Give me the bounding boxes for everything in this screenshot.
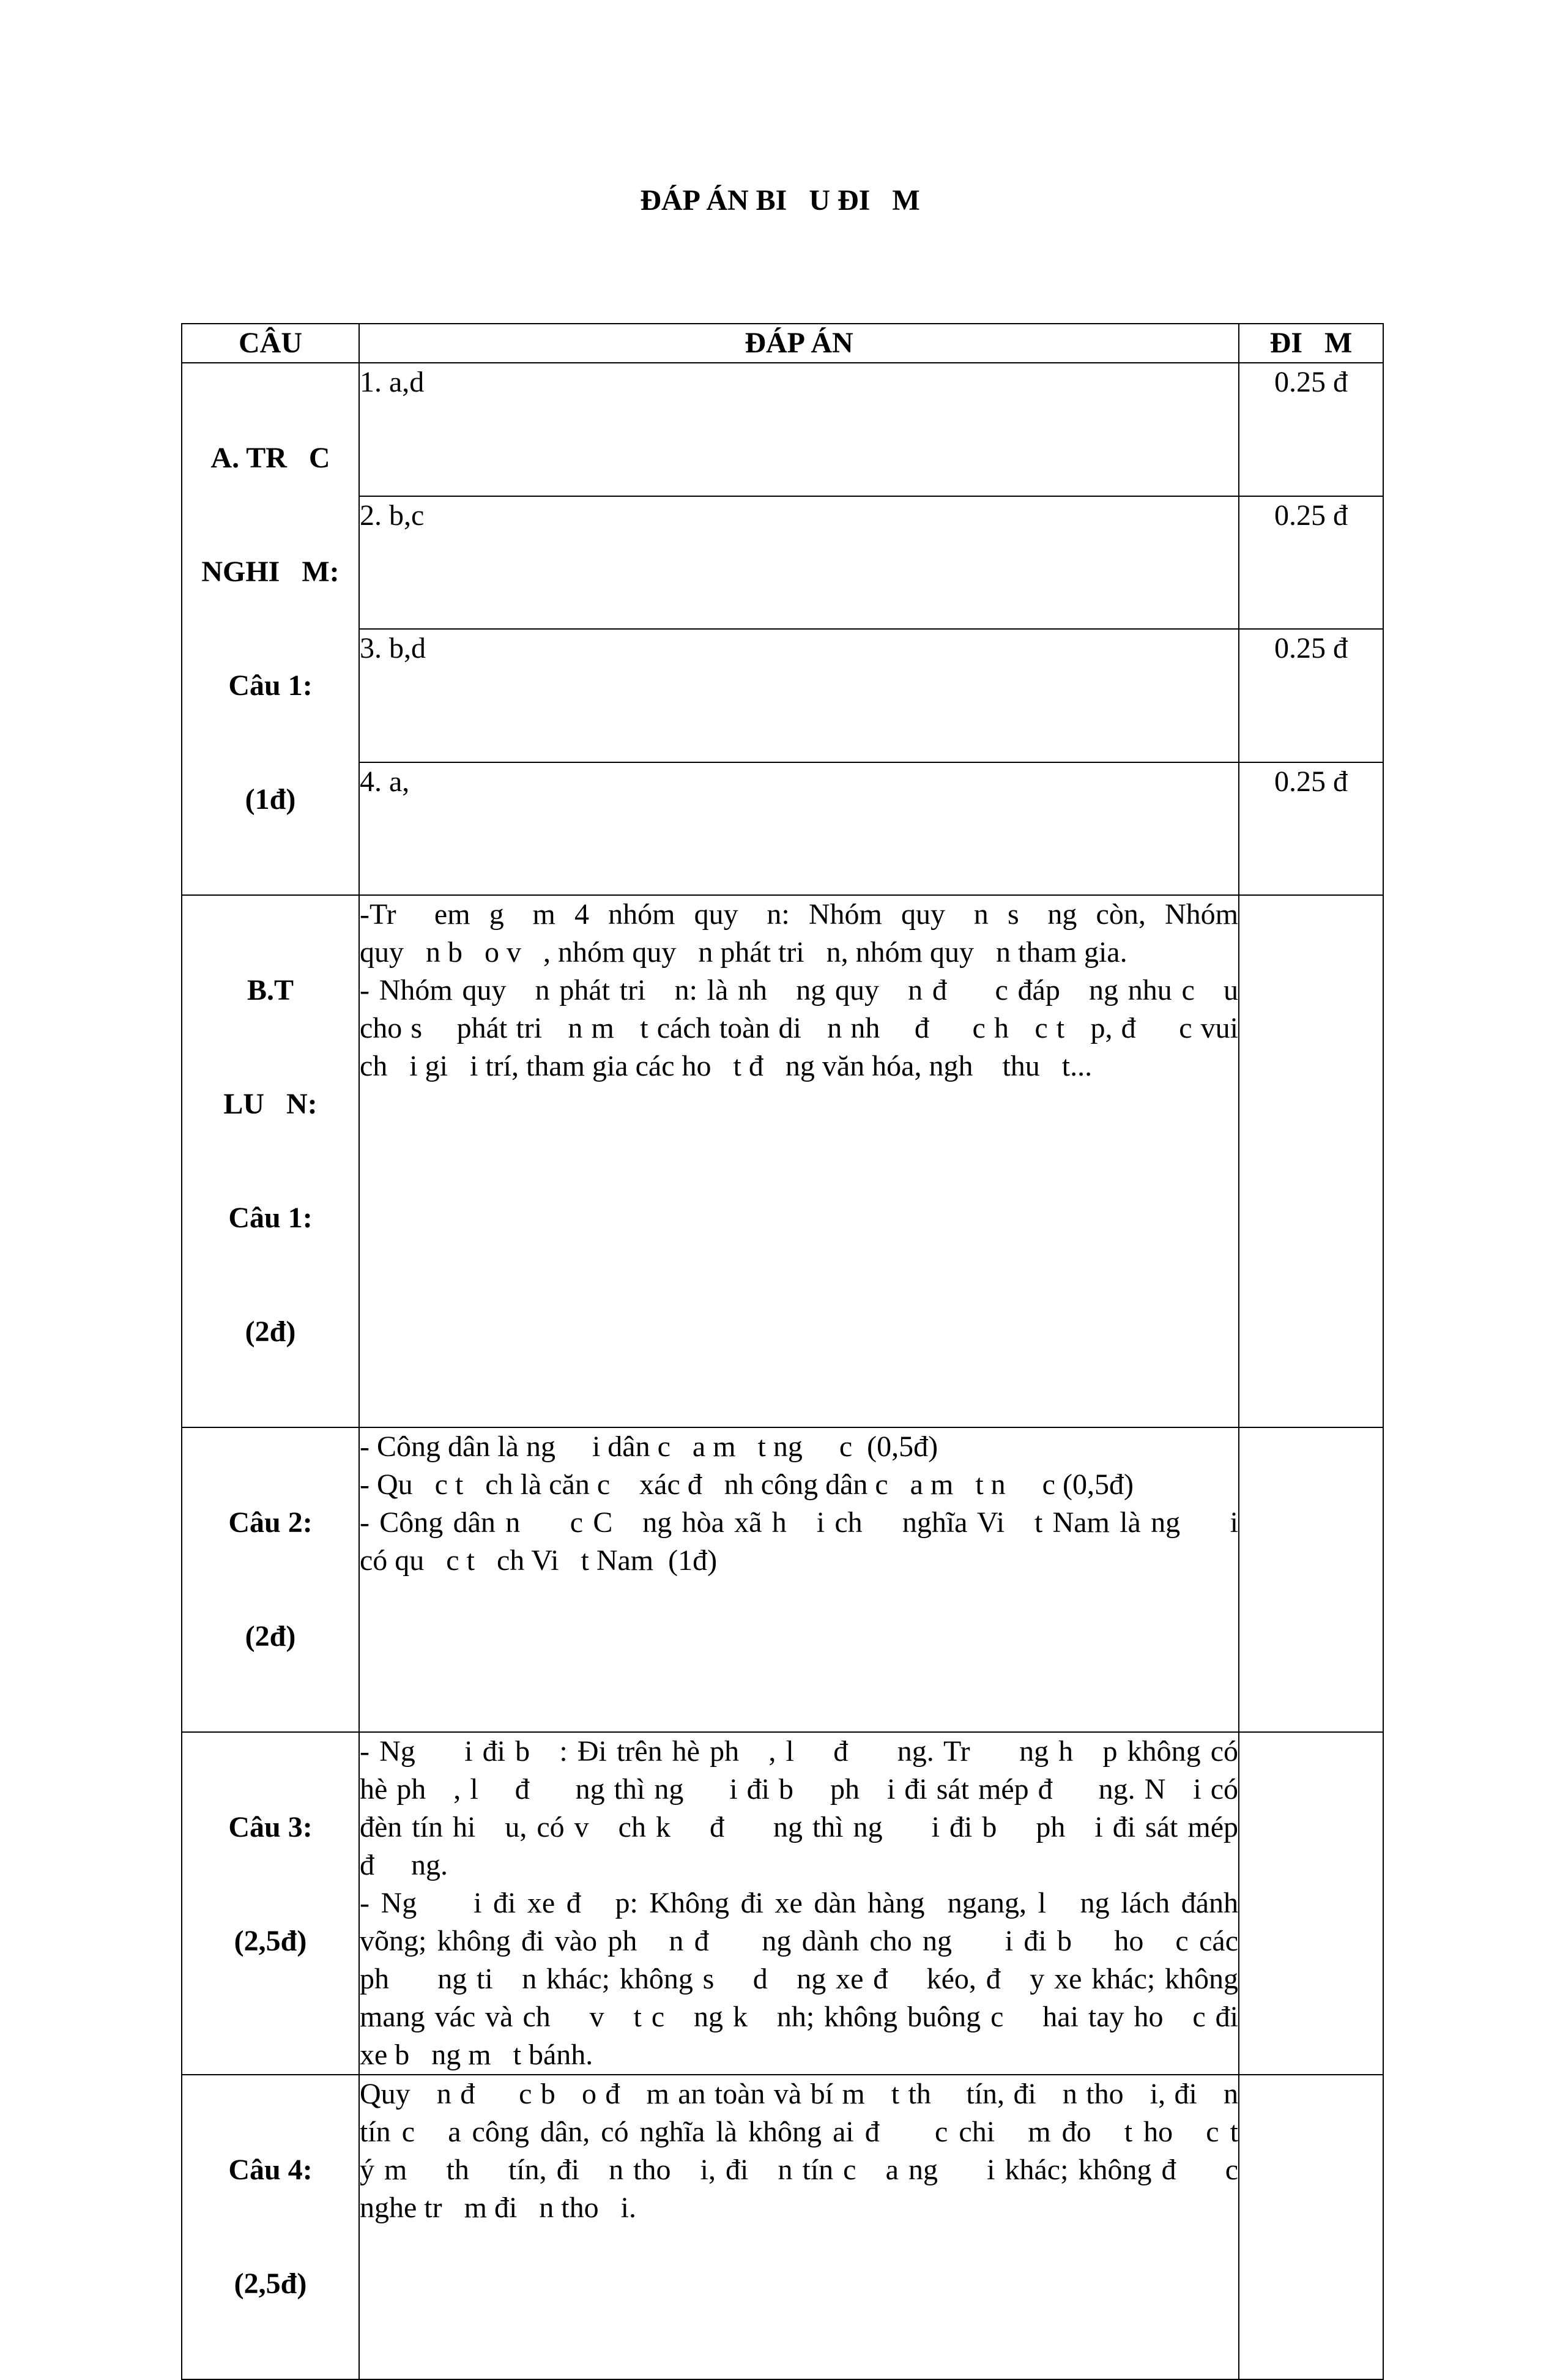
answer-cell — [359, 363, 1239, 496]
cau-3-label — [182, 1732, 359, 2075]
answer-line: - Qu c t ch là căn c xác đ nh công dân c a m t n c (0,5đ) — [360, 1468, 1134, 1501]
label-line: Câu 4: — [228, 2154, 313, 2186]
table-row — [182, 496, 1383, 630]
table-row — [182, 1732, 1383, 2075]
answer-text: 2. b,c — [360, 499, 425, 532]
answer-text: 3. b,d — [360, 632, 426, 664]
answer-cell — [359, 1732, 1239, 2075]
answer-cell — [359, 2075, 1239, 2379]
label-line: LU N: — [223, 1088, 318, 1120]
label-line: Câu 3: — [228, 1811, 313, 1843]
answer-line: mang vác và ch v t c ng k nh; không buông c hai tay ho c đi — [360, 2001, 1238, 2033]
answer-line: quy n b o v , nhóm quy n phát tri n, nhóm quy n tham gia. — [360, 936, 1127, 969]
cau-2-label — [182, 1427, 359, 1732]
answer-line: - Nhóm quy n phát tri n: là nh ng quy n đ c đáp ng nhu c u — [360, 974, 1238, 1006]
label-line: (1đ) — [245, 783, 296, 816]
part-b-label — [182, 895, 359, 1427]
answer-line: - Ng i đi xe đ p: Không đi xe dàn hàng ngang, l ng lách đánh — [360, 1887, 1238, 1919]
points-cell: 0.25 đ — [1239, 762, 1383, 896]
points-cell: 0.25 đ — [1239, 496, 1383, 630]
answer-line: nghe tr m đi n tho i. — [360, 2192, 636, 2224]
table-row — [182, 895, 1383, 1427]
answer-line: ch i gi i trí, tham gia các ho t đ ng văn hóa, ngh thu t... — [360, 1050, 1093, 1082]
answer-line: -Tr em g m 4 nhóm quy n: Nhóm quy n s ng còn, Nhóm — [360, 898, 1238, 931]
label-line: (2,5đ) — [234, 2267, 307, 2300]
answer-line: ý m th tín, đi n tho i, đi n tín c a ng i khác; không đ c — [360, 2154, 1238, 2186]
answer-text: 4. a, — [360, 765, 410, 798]
answer-line: có qu c t ch Vi t Nam (1đ) — [360, 1544, 718, 1577]
table-row — [182, 2075, 1383, 2379]
points-cell — [1239, 895, 1383, 1427]
answer-line: - Công dân là ng i dân c a m t ng c (0,5đ) — [360, 1430, 938, 1463]
label-line: (2đ) — [245, 1620, 296, 1653]
label-line: (2đ) — [245, 1315, 296, 1348]
answer-line: võng; không đi vào ph n đ ng dành cho ng i đi b ho c các — [360, 1925, 1238, 1957]
part-a-label — [182, 363, 359, 895]
answer-line: cho s phát tri n m t cách toàn di n nh đ c h c t p, đ c vui — [360, 1012, 1238, 1044]
answer-line: đ ng. — [360, 1849, 448, 1881]
answer-line: đèn tín hi u, có v ch k đ ng thì ng i đi b ph i đi sát mép — [360, 1811, 1238, 1843]
page-title: ĐÁP ÁN BI U ĐI M — [640, 184, 920, 217]
label-line: A. TR C — [210, 442, 330, 474]
label-line: Câu 1: — [228, 669, 313, 702]
answer-cell — [359, 496, 1239, 630]
table-row — [182, 629, 1383, 762]
header-dap-an: ĐÁP ÁN — [359, 324, 1239, 363]
answer-line: - Công dân n c C ng hòa xã h i ch nghĩa Vi t Nam là ng i — [360, 1506, 1238, 1539]
points-cell — [1239, 2075, 1383, 2379]
answer-line: tín c a công dân, có nghĩa là không ai đ c chi m đo t ho c t — [360, 2116, 1238, 2148]
answer-cell — [359, 895, 1239, 1427]
header-diem: ĐI M — [1239, 324, 1383, 363]
points-cell — [1239, 1427, 1383, 1732]
label-line: (2,5đ) — [234, 1925, 307, 1957]
table-row — [182, 762, 1383, 896]
label-line: NGHI M: — [201, 556, 340, 588]
points-cell: 0.25 đ — [1239, 363, 1383, 496]
label-line: Câu 2: — [228, 1506, 313, 1539]
answer-key-table — [181, 323, 1384, 2380]
table-row — [182, 1427, 1383, 1732]
table-row — [182, 363, 1383, 496]
answer-line: hè ph , l đ ng thì ng i đi b ph i đi sát mép đ ng. N i có — [360, 1773, 1238, 1805]
table-header-row — [182, 324, 1383, 363]
answer-line: Quy n đ c b o đ m an toàn và bí m t th tín, đi n tho i, đi n — [360, 2078, 1238, 2110]
answer-text: 1. a,d — [360, 366, 425, 398]
answer-cell — [359, 1427, 1239, 1732]
header-cau: CÂU — [182, 324, 359, 363]
answer-cell — [359, 629, 1239, 762]
answer-line: xe b ng m t bánh. — [360, 2039, 593, 2071]
points-cell — [1239, 1732, 1383, 2075]
answer-cell — [359, 762, 1239, 896]
points-cell: 0.25 đ — [1239, 629, 1383, 762]
label-line: Câu 1: — [228, 1202, 313, 1234]
answer-line: ph ng ti n khác; không s d ng xe đ kéo, đ y xe khác; không — [360, 1963, 1238, 1995]
label-line: B.T — [247, 974, 294, 1006]
cau-4-label — [182, 2075, 359, 2379]
answer-line: - Ng i đi b : Đi trên hè ph , l đ ng. Tr ng h p không có — [360, 1735, 1238, 1768]
